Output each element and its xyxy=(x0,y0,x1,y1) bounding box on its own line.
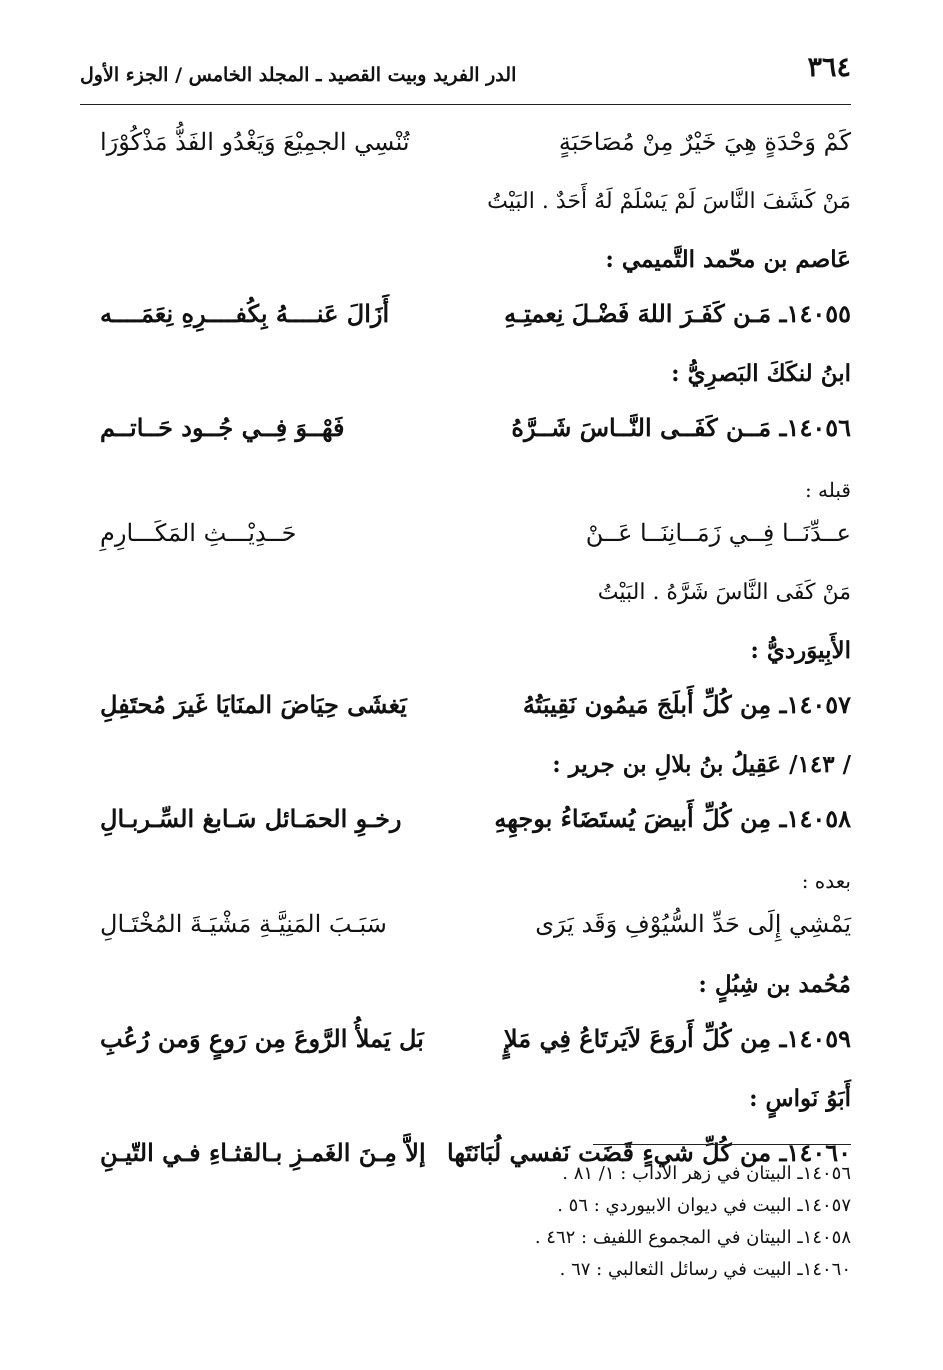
verse-line xyxy=(100,513,851,570)
verse-second-hemistich: بَل يَملأُ الرَّوعَ مِن رَوعٍ وَمن رُعُبِ xyxy=(100,1024,424,1053)
prose-line-row xyxy=(100,179,851,236)
note-label: بعده : xyxy=(801,869,851,893)
verse-line xyxy=(100,684,851,741)
poet-name-row xyxy=(100,236,851,293)
prose-line: مَنْ كَشَفَ النَّاسَ لَمْ يَسْلَمْ لَهُ أَحَدٌ . البَيْتُ xyxy=(487,189,851,214)
footnote-divider xyxy=(593,1144,851,1145)
verse-second-hemistich: سَبَـبَ المَنِيَّـةِ مَشْيَـةَ المُخْتَـالِ xyxy=(100,910,387,938)
verse-second-hemistich: فَهْــوَ فِــي جُــود حَــاتــم xyxy=(100,413,345,442)
poet-name: مُحُمد بن شِبُلٍ : xyxy=(698,971,851,998)
main-text xyxy=(100,122,851,1189)
verse-second-hemistich: حَــدِيْـــثِ المَكَـــارِمِ xyxy=(100,519,297,547)
verse-first-hemistich: عــدِّنَــا فِــي زَمَــانِنَــا عَــنْ xyxy=(585,519,851,547)
verse-first-hemistich: ١٤٠٥٩ـ مِن كُلِّ أَروَعَ لاَيَرتَاعُ فِي مَلإٍ xyxy=(503,1024,851,1053)
poet-name: أَبَوُ نَواسٍ : xyxy=(749,1085,851,1112)
poet-name-row xyxy=(100,350,851,407)
verse-line xyxy=(100,1018,851,1075)
footnotes xyxy=(351,1163,851,1291)
page-number: ٣٦٤ xyxy=(807,52,851,83)
verse-second-hemistich: رخـوِ الحمَـائل سَـابغ السِّـربـالِ xyxy=(100,804,402,833)
verse-first-hemistich: ١٤٠٥٧ـ مِن كُلِّ أَبلَجَ مَيمُون نَقِيبَتُهُ xyxy=(522,690,851,719)
header-divider xyxy=(80,104,851,105)
verse-first-hemistich: ١٤٠٦٠ـ من كُلِّ شيءٍ قَضَت نَفسي لُبَانَتَها xyxy=(447,1138,851,1167)
poet-name: عَاصم بن محّمد التَّميمي : xyxy=(605,246,851,273)
verse-line xyxy=(100,122,851,179)
verse-line xyxy=(100,798,851,855)
footnote-item: ١٤٠٥٨ـ البيتان في المجموع اللفيف : ٤٦٢ . xyxy=(534,1227,851,1248)
verse-line xyxy=(100,293,851,350)
prose-line: مَنْ كَفَى النَّاسَ شَرَّهُ . البَيْتُ xyxy=(597,580,851,605)
poet-name: ابنُ لنكَكَ البَصرِيُّ : xyxy=(671,360,851,387)
poet-name-row xyxy=(100,961,851,1018)
verse-second-hemistich: يَغشَى حِيَاضَ المنَايَا غَيرَ مُحتَفِلِ xyxy=(100,690,407,719)
verse-first-hemistich: ١٤٠٥٥ـ مَـن كَفَـرَ اللهَ فَضْـلَ نِعمتِـهِ xyxy=(504,299,851,328)
verse-line xyxy=(100,407,851,464)
verse-first-hemistich: ١٤٠٥٦ـ مَــن كَفَــى النَّــاسَ شَــرَّهُ xyxy=(511,413,851,442)
prose-line-row xyxy=(100,570,851,627)
verse-second-hemistich: إلاَّ مِـنَ الغَمـزِ بـالقثـاءِ فـي التّيـنِ xyxy=(100,1138,426,1167)
poet-name-row xyxy=(100,627,851,684)
footnote-item: ١٤٠٥٦ـ البيتان في زهر الآداب : ١/ ٨١ . xyxy=(562,1163,851,1184)
poet-name: / ١٤٣/ عَقِيلُ بنُ بلالِ بن جرير : xyxy=(552,751,851,778)
note-label-row xyxy=(100,855,851,904)
footnote-item: ١٤٠٥٧ـ البيت في ديوان الابيوردي : ٥٦ . xyxy=(557,1195,851,1216)
page-header xyxy=(80,52,851,98)
poet-name: الأَبِيوَرديُّ : xyxy=(750,637,851,664)
running-title: الدر الفريد وبيت القصيد ـ المجلد الخامس / الجزء الأول xyxy=(80,64,517,86)
poet-name-row xyxy=(100,741,851,798)
verse-second-hemistich: أَزَالَ عَنــــهُ بِكُفــــرِهِ نِعَمَــــه xyxy=(100,299,390,328)
poet-name-row xyxy=(100,1075,851,1132)
verse-first-hemistich: يَمْشِي إِلَى حَدِّ السُّيُوْفِ وَقَد يَرَى xyxy=(535,910,851,938)
note-label-row xyxy=(100,464,851,513)
footnote-item: ١٤٠٦٠ـ البيت في رسائل الثعالبي : ٦٧ . xyxy=(559,1259,851,1280)
verse-second-hemistich: تُنْسِي الجمِيْعَ وَيَغْدُو الفَذُّ مَذْكُوْرَا xyxy=(100,128,410,156)
verse-line xyxy=(100,904,851,961)
verse-first-hemistich: ١٤٠٥٨ـ مِن كُلِّ أَبيضَ يُستَضَاءُ بوجهِهِ xyxy=(494,804,851,833)
note-label: قبله : xyxy=(804,478,851,502)
verse-first-hemistich: كَمْ وَحْدَةٍ هِيَ خَيْرٌ مِنْ مُصَاحَبَةٍ xyxy=(558,128,851,156)
